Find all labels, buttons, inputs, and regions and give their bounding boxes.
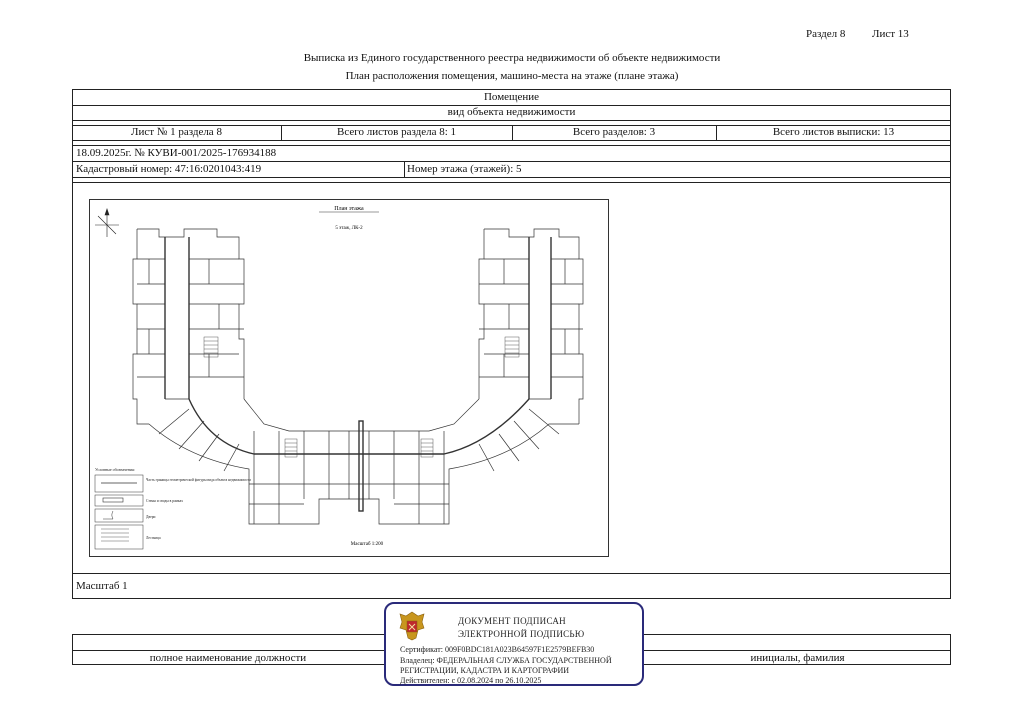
object-label: Помещение <box>483 91 540 103</box>
plan-title: План этажа <box>334 206 364 212</box>
legend-item-boundary: Часть границы геометрической фигуры вида объекта недвижимости <box>146 478 251 482</box>
document-subtitle: План расположения помещения, машино-места на этаже (плане этажа) <box>345 70 679 82</box>
stamp-owner-line1: Владелец: ФЕДЕРАЛЬНАЯ СЛУЖБА ГОСУДАРСТВЕННОЙ <box>400 656 612 665</box>
sheet-no-cell: Лист № 1 раздела 8 <box>131 126 222 138</box>
sheet-number: Лист 13 <box>872 28 909 40</box>
legend-item-walls: Стены и своды в рамках <box>146 499 184 503</box>
stamp-owner-line2: РЕГИСТРАЦИИ, КАДАСТРА И КАРТОГРАФИИ <box>400 666 570 675</box>
floor-number-cell: Номер этажа (этажей): 5 <box>407 163 522 175</box>
stamp-certificate: Сертификат: 009F0BDC181A023B64597F1E2579BEFB30 <box>400 645 595 654</box>
stamp-line2: ЭЛЕКТРОННОЙ ПОДПИСЬЮ <box>458 629 585 639</box>
total-sheets-extract-cell: Всего листов выписки: 13 <box>772 126 895 138</box>
document-title: Выписка из Единого государственного реестра недвижимости об объекте недвижимости <box>303 52 721 64</box>
section-number: Раздел 8 <box>806 28 846 40</box>
position-label: полное наименование должности <box>149 652 307 664</box>
stamp-validity: Действителен: с 02.08.2024 по 26.10.2025 <box>400 676 542 685</box>
legend-title: Условные обозначения: <box>95 467 136 472</box>
date-number-cell: 18.09.2025г. № КУВИ-001/2025-176934188 <box>76 147 277 159</box>
initials-label: инициалы, фамилия <box>750 652 845 664</box>
legend-item-stairs: Лестница <box>146 536 161 540</box>
total-sections-cell: Всего разделов: 3 <box>572 126 656 138</box>
plan-scale-caption: Масштаб 1:200 <box>350 542 384 547</box>
electronic-signature-stamp <box>384 602 644 686</box>
cadastral-number-cell: Кадастровый номер: 47:16:0201043:419 <box>76 163 262 175</box>
total-sheets-section-cell: Всего листов раздела 8: 1 <box>336 126 457 138</box>
scale-cell: Масштаб 1 <box>76 580 128 592</box>
floor-plan-drawing <box>89 199 609 557</box>
object-type-label: вид объекта недвижимости <box>447 106 576 118</box>
eagle-emblem-icon <box>398 610 426 642</box>
legend-item-doors: Двери <box>146 515 156 519</box>
plan-floor-caption: 5 этаж, ЛК-2 <box>335 226 363 231</box>
stamp-line1: ДОКУМЕНТ ПОДПИСАН <box>458 616 566 626</box>
